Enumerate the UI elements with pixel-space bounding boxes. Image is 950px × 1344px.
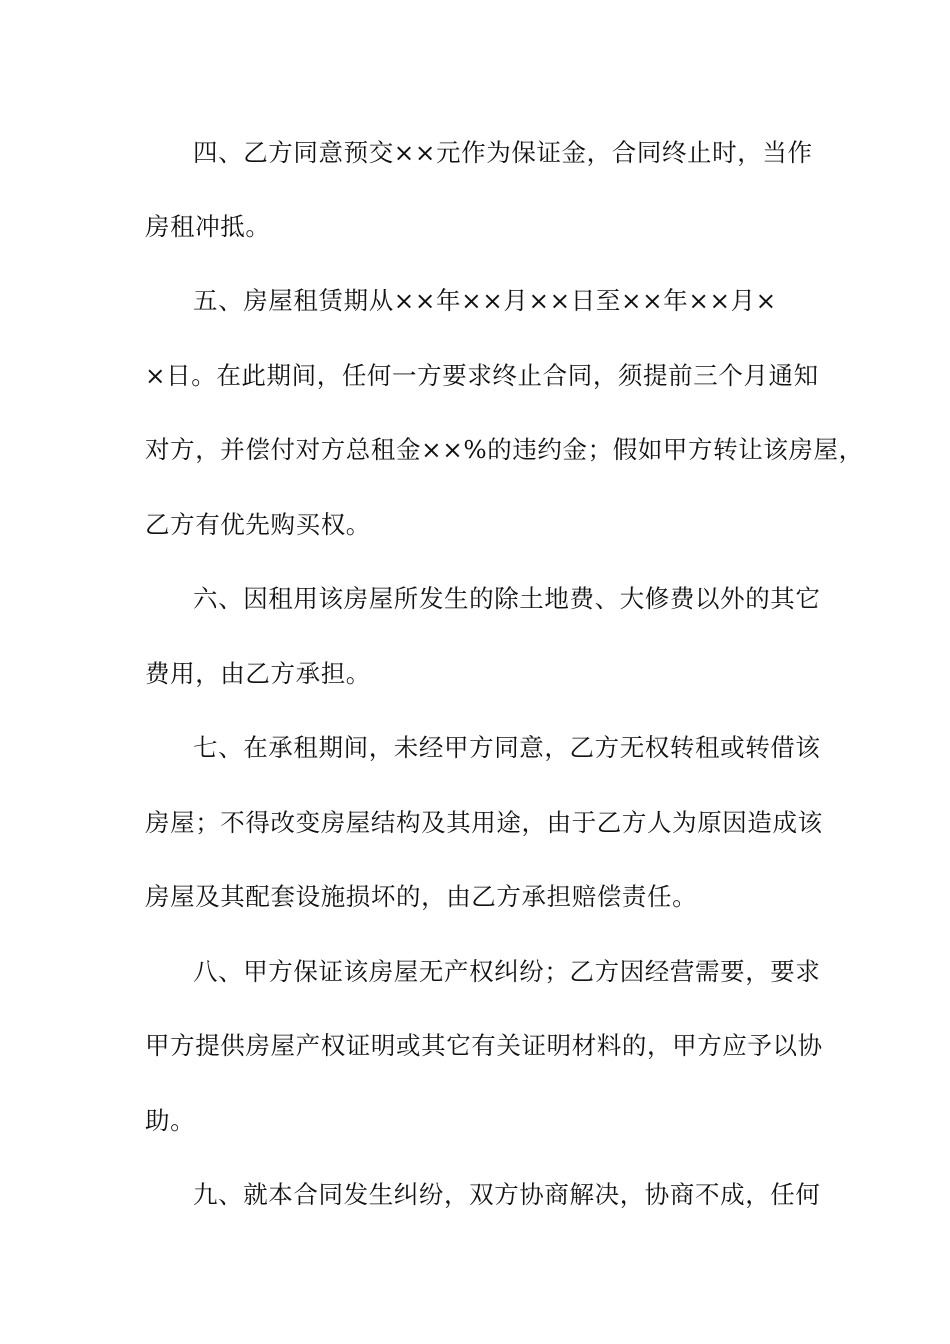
clause-4-line-2: 房租冲抵。 bbox=[145, 212, 271, 241]
clause-7-line-1: 七、在承租期间，未经甲方同意，乙方无权转租或转借该 bbox=[193, 733, 821, 762]
clause-4-line-1: 四、乙方同意预交××元作为保证金，合同终止时，当作 bbox=[193, 138, 813, 167]
clause-6-line-2: 费用，由乙方承担。 bbox=[145, 659, 371, 688]
clause-5-line-4: 乙方有优先购买权。 bbox=[145, 510, 371, 539]
clause-8-line-3: 助。 bbox=[145, 1106, 196, 1135]
clause-5-line-2: ×日。在此期间，任何一方要求终止合同，须提前三个月通知 bbox=[145, 361, 819, 390]
clause-8-line-1: 八、甲方保证该房屋无产权纠纷；乙方因经营需要，要求 bbox=[193, 957, 821, 986]
clause-5-line-3: 对方，并偿付对方总租金××%的违约金；假如甲方转让该房屋， bbox=[145, 435, 864, 464]
clause-7-line-2: 房屋；不得改变房屋结构及其用途，由于乙方人为原因造成该 bbox=[145, 808, 823, 837]
clause-6-line-1: 六、因租用该房屋所发生的除土地费、大修费以外的其它 bbox=[193, 584, 821, 613]
clause-8-line-2: 甲方提供房屋产权证明或其它有关证明材料的，甲方应予以协 bbox=[145, 1031, 823, 1060]
clause-5-line-1: 五、房屋租赁期从××年××月××日至××年××月× bbox=[193, 286, 777, 315]
clause-9-line-1: 九、就本合同发生纠纷，双方协商解决，协商不成，任何 bbox=[193, 1180, 821, 1209]
clause-7-line-3: 房屋及其配套设施损坏的，由乙方承担赔偿责任。 bbox=[145, 882, 698, 911]
